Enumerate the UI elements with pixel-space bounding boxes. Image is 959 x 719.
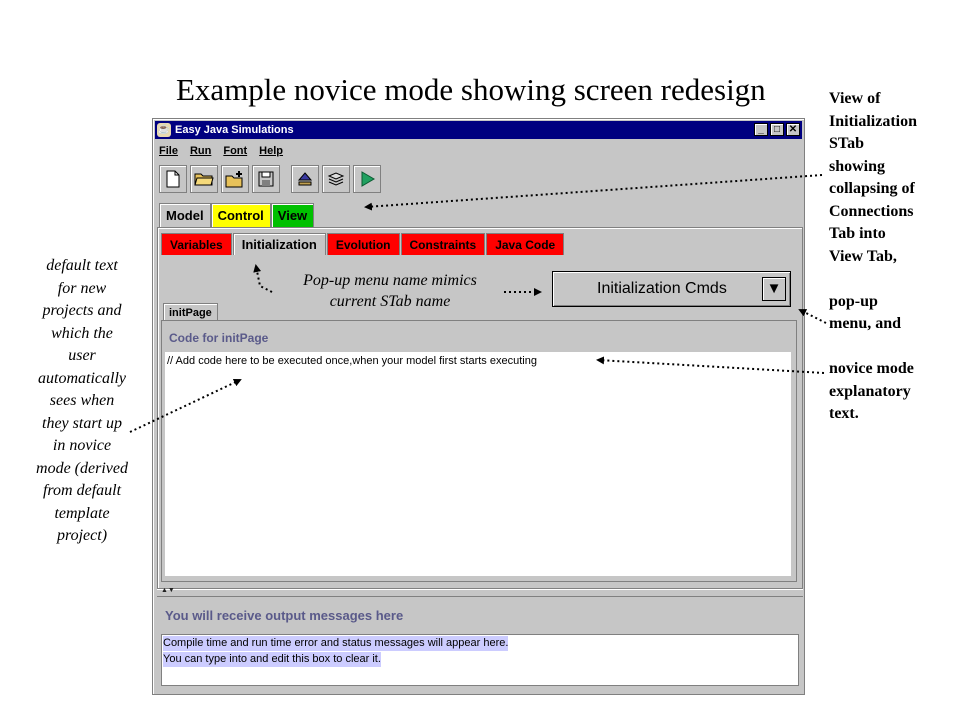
popup-label: Initialization Cmds	[597, 280, 727, 297]
tab-view[interactable]: View	[271, 203, 314, 227]
collapse-arrows-icon[interactable]: ▲▼	[161, 587, 175, 594]
annotation-line: text.	[829, 405, 859, 422]
annotation-line: Pop-up menu name mimics	[303, 272, 477, 289]
chevron-down-icon[interactable]: ▼	[762, 277, 786, 301]
arrow-to-editor-text	[598, 360, 824, 373]
annotation-line: sees when	[49, 392, 115, 409]
java-cup-icon: ☕	[157, 124, 171, 135]
output-line[interactable]: You can type into and edit this box to clear it.	[163, 653, 381, 665]
arrow-to-editor	[130, 380, 240, 432]
annotation-line: in novice	[52, 437, 112, 454]
annotation-line: user	[68, 347, 96, 364]
annotation-line: STab	[829, 135, 864, 152]
code-header: Code for initPage	[169, 331, 269, 345]
annotation-line: from default	[42, 482, 122, 499]
annotation-line: project)	[56, 527, 108, 544]
annotation-line: pop-up	[829, 292, 878, 310]
annotation-line: novice mode	[829, 360, 914, 377]
annotation-line: collapsing of	[829, 180, 915, 197]
subtab-initialization[interactable]: Initialization	[233, 233, 326, 255]
annotation-line: which the	[51, 324, 113, 342]
annotation-line: they start up	[42, 414, 122, 432]
subtab-constraints[interactable]: Constraints	[401, 233, 486, 255]
arrow-to-view-tab	[366, 175, 822, 207]
arrow-to-popup	[800, 310, 826, 323]
annotation-line: menu, and	[829, 315, 902, 332]
annotation-line: View Tab,	[829, 247, 897, 265]
window-title: Easy Java Simulations	[175, 124, 294, 136]
annotation-line: mode (derived	[36, 459, 128, 477]
annotation-line: Initialization	[829, 112, 918, 130]
annotation-line: automatically	[38, 369, 126, 387]
output-line[interactable]: Compile time and run time error and status messages will appear here.	[163, 637, 509, 649]
annotation-line: projects and	[42, 302, 122, 319]
tab-control[interactable]: Control	[211, 203, 271, 227]
tab-model[interactable]: Model	[159, 203, 211, 227]
annotation-line: Tab into	[829, 225, 886, 242]
arrow-to-init-tab	[256, 266, 272, 292]
annotation-line: showing	[829, 157, 886, 175]
annotation-line: Connections	[829, 202, 914, 220]
annotation-line: current STab name	[329, 293, 451, 310]
menu-file[interactable]: File	[159, 145, 178, 157]
annotation-line: explanatory	[829, 382, 911, 400]
editor-default-text[interactable]: // Add code here to be executed once,when your model first starts executing	[167, 355, 537, 367]
annotation-line: for new	[57, 279, 107, 297]
menu-run[interactable]: Run	[189, 145, 212, 157]
menu-font[interactable]: Font	[223, 145, 248, 157]
output-header: You will receive output messages here	[165, 608, 404, 623]
maximize-button[interactable]: □	[770, 123, 784, 136]
subtab-java-code[interactable]: Java Code	[486, 233, 564, 255]
slide-title: Example novice mode showing screen redesign	[176, 72, 766, 107]
subtab-variables[interactable]: Variables	[161, 233, 232, 255]
subtab-evolution[interactable]: Evolution	[327, 233, 400, 255]
annotation-line: default text	[46, 257, 118, 274]
annotation-line: template	[54, 504, 110, 522]
minimize-button[interactable]: _	[754, 123, 768, 136]
menu-help[interactable]: Help	[259, 145, 284, 157]
close-button[interactable]: ✕	[786, 123, 800, 136]
tab-initpage[interactable]: initPage	[163, 303, 218, 321]
annotation-line: View of	[829, 90, 881, 107]
